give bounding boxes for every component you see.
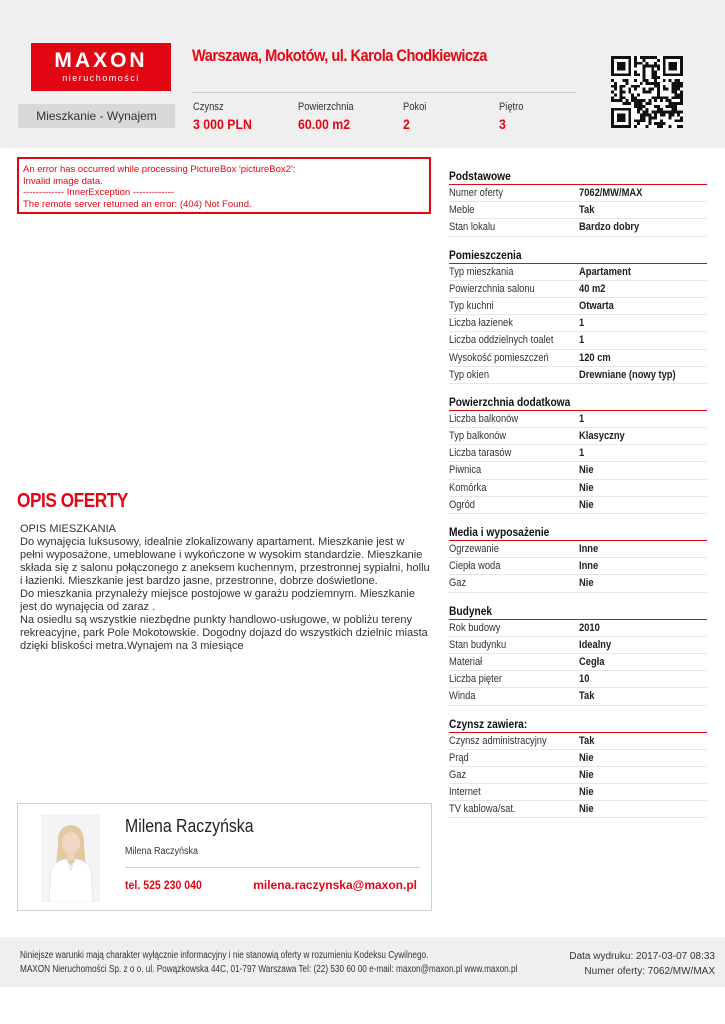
section-title-text: Budynek [449,603,493,618]
detail-row [449,801,707,818]
print-date: Data wydruku: 2017-03-07 08:33 [569,951,715,962]
detail-value: 120 cm [579,351,611,364]
stat-value: 3 [499,116,506,132]
detail-key: Ogród [449,498,475,511]
section-title-text: Media i wyposażenie [449,525,550,539]
header-band [0,0,725,148]
detail-row [449,185,707,202]
stat-value: 3 000 PLN [193,116,252,132]
detail-value: Bardzo dobry [579,221,640,234]
detail-value: Otwarta [579,299,614,312]
detail-value: Nie [579,577,594,590]
detail-value: Klasyczny [579,430,625,443]
detail-row [449,367,707,384]
detail-key: Liczba tarasów [449,447,512,460]
detail-key: Wysokość pomieszczeń [449,351,549,364]
detail-row [449,298,707,315]
detail-value: Nie [579,786,594,799]
stat-label: Czynsz [193,101,224,113]
detail-key: TV kablowa/sat. [449,803,516,816]
details-section [449,168,707,237]
detail-value: Cegła [579,655,605,668]
stat-rent [193,100,260,134]
stat-floor [499,100,528,134]
details-column [449,168,707,828]
stat-value: 2 [403,116,410,132]
footer-line: MAXON Nieruchomości Sp. z o o. ul. Powązkowska 44C, 01-797 Warszawa Tel: (22) 530 60 00 e-mail: maxon@maxon.pl www.maxon.pl [20,964,518,975]
stat-label: Pokoi [403,101,427,113]
logo-subtitle: nieruchomości [62,73,140,83]
detail-row [449,750,707,767]
detail-row [449,558,707,575]
detail-row [449,480,707,497]
detail-value: 1 [579,447,585,460]
details-section [449,603,707,706]
detail-key: Stan budynku [449,638,507,651]
agent-photo [41,814,100,902]
detail-row [449,688,707,705]
qr-code-icon [611,56,683,128]
detail-value: 40 m2 [579,282,606,295]
detail-value: Tak [579,690,595,703]
section-title [449,168,707,185]
detail-row [449,784,707,801]
detail-value: 2010 [579,621,600,634]
header-divider [192,92,576,93]
detail-value: Nie [579,768,594,781]
detail-value: 7062/MW/MAX [579,187,643,199]
detail-row [449,462,707,479]
details-section [449,716,707,819]
detail-key: Typ okien [449,368,490,381]
footer-disclaimer [20,949,517,977]
detail-row [449,445,707,462]
detail-value: Apartament [579,265,631,278]
detail-key: Numer oferty [449,187,504,199]
detail-row [449,541,707,558]
detail-row [449,202,707,219]
footer-meta [569,949,715,979]
maxon-logo [31,43,171,91]
detail-value: Inne [579,560,599,573]
detail-value: Nie [579,751,594,764]
detail-row [449,654,707,671]
detail-value: Tak [579,204,595,217]
detail-row [449,411,707,428]
detail-row [449,620,707,637]
detail-key: Czynsz administracyjny [449,734,547,747]
section-title-text: Powierzchnia dodatkowa [449,394,571,409]
section-title-text: Podstawowe [449,169,511,183]
detail-key: Ciepła woda [449,560,501,573]
detail-row [449,350,707,367]
detail-key: Internet [449,786,481,799]
details-section [449,247,707,384]
detail-value: Inne [579,543,599,555]
image-error-box [17,157,431,214]
logo-brand: MAXON [54,49,148,72]
offer-address: Warszawa, Mokotów, ul. Karola Chodkiewicza [192,46,487,65]
footer-offer-number: Numer oferty: 7062/MW/MAX [584,966,715,977]
detail-key: Powierzchnia salonu [449,282,535,295]
agent-subtitle: Milena Raczyńska [125,846,199,857]
description-title: OPIS OFERTY [17,490,128,512]
agent-divider [125,867,420,868]
detail-row [449,332,707,349]
description-body: OPIS MIESZKANIA Do wynajęcia luksusowy, idealnie zlokalizowany apartament. Mieszkanie jest w pełni wyposażone, umeblowane i wykończone w wysokim standardzie. Mieszkanie składa się z salonu połączonego z aneksem kuchennym, przestronnej sypialni, hollu i łazienki. Mieszkanie jest bardzo jasne, przestronne, dobrze doświetlone. Do mieszkania przynależy miejsce postojowe w garażu podziemnym. Mieszkanie jest do wynajęcia od zaraz . Na osiedlu są wszystkie niezbędne punkty handlowo-usługowe, w pobliżu tereny rekreacyjne, park Pole Mokotowskie. Dogodny dojazd do wszystkich dzielnic miasta dzięki bliskości metra.Wynajem na 3 miesiące [20,523,430,652]
detail-key: Winda [449,690,476,703]
detail-key: Prąd [449,751,469,764]
section-title-text: Czynsz zawiera: [449,716,528,731]
error-line: The remote server returned an error: (404) Not Found. [23,198,252,210]
detail-key: Liczba pięter [449,673,503,686]
agent-phone[interactable]: tel. 525 230 040 [125,878,202,892]
detail-key: Gaz [449,768,467,781]
agent-name: Milena Raczyńska [125,816,254,836]
detail-key: Stan lokalu [449,221,496,234]
section-title-text: Pomieszczenia [449,247,522,262]
stat-label: Piętro [499,101,524,113]
footer-line: Niniejsze warunki mają charakter wyłącznie informacyjny i nie stanowią oferty w rozumieniu Kodeksu Cywilnego. [20,950,429,961]
detail-value: Idealny [579,638,612,651]
agent-email-link[interactable]: milena.raczynska@maxon.pl [253,878,417,892]
detail-value: Drewniane (nowy typ) [579,368,676,381]
detail-key: Liczba balkonów [449,412,519,425]
section-title [449,247,707,264]
details-section [449,524,707,593]
detail-value: Tak [579,734,595,747]
detail-value: Nie [579,498,594,511]
offer-type-badge: Mieszkanie - Wynajem [18,104,175,128]
details-section [449,394,707,514]
detail-row [449,767,707,784]
section-title [449,603,707,620]
error-line: ------------- InnerException ------------- [23,187,174,198]
stat-label: Powierzchnia [298,101,354,113]
footer-band [0,937,725,987]
detail-row [449,428,707,445]
detail-key: Typ mieszkania [449,265,514,278]
detail-row [449,575,707,592]
detail-row [449,219,707,236]
detail-key: Gaz [449,577,467,590]
stat-rooms [403,100,431,134]
detail-value: Nie [579,464,594,477]
stat-area [298,100,363,134]
detail-value: 1 [579,334,585,347]
detail-value: 1 [579,412,585,425]
detail-row [449,733,707,750]
detail-key: Piwnica [449,464,482,477]
agent-card [17,803,432,911]
detail-row [449,264,707,281]
detail-key: Ogrzewanie [449,543,499,555]
detail-key: Materiał [449,655,483,668]
section-title [449,524,707,541]
detail-key: Rok budowy [449,621,501,634]
detail-value: Nie [579,803,594,816]
detail-row [449,671,707,688]
error-line: Invalid image data. [23,175,103,187]
detail-value: 10 [579,673,590,686]
detail-key: Typ kuchni [449,299,494,312]
detail-row [449,497,707,514]
detail-key: Komórka [449,481,487,494]
detail-row [449,281,707,298]
detail-value: Nie [579,481,594,494]
detail-key: Liczba oddzielnych toalet [449,334,554,347]
detail-row [449,637,707,654]
detail-value: 1 [579,317,585,330]
section-title [449,716,707,733]
detail-key: Liczba łazienek [449,317,513,330]
stat-value: 60.00 m2 [298,116,351,132]
detail-row [449,315,707,332]
detail-key: Meble [449,204,475,217]
error-line: An error has occurred while processing PictureBox 'pictureBox2': [23,164,296,175]
section-title [449,394,707,411]
detail-key: Typ balkonów [449,430,507,443]
